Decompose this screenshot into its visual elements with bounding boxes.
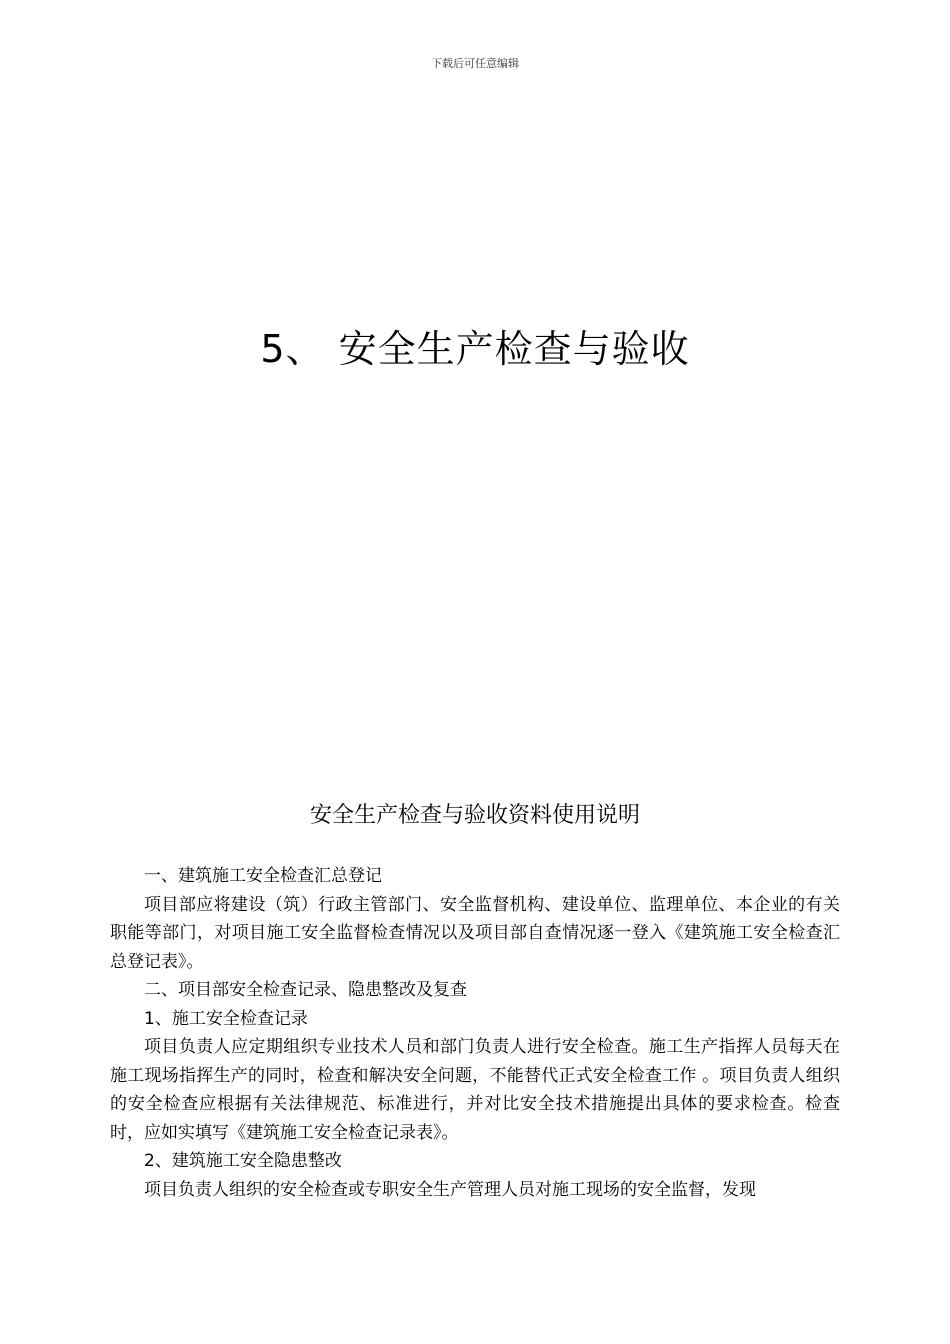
- chapter-title-text: 安全生产检查与验收: [338, 327, 690, 371]
- subheading-inspection-record: 1、施工安全检查记录: [144, 1008, 308, 1029]
- paragraph-summary-registration: 项目部应将建设（筑）行政主管部门、安全监督机构、建设单位、监理单位、本企业的有关职能等部门，对项目施工安全监督检查情况以及项目部自查情况逐一登入《建筑施工安全检查汇总登记表》。: [110, 894, 840, 972]
- subheading-hazard-rectification: 2、建筑施工安全隐患整改: [144, 1151, 342, 1171]
- paragraph-inspection-record: 项目负责人应定期组织专业技术人员和部门负责人进行安全检查。施工生产指挥人员每天在施工现场指挥生产的同时，检查和解决安全问题，不能替代正式安全检查工作 。项目负责人组织的安全检查应根据有关法律规范、标准进行，并对比安全技术措施提出具体的要求检查。检查时，应如实填写《建筑施工安全检查记录表》。: [110, 1037, 840, 1143]
- heading-summary-registration: 一、建筑施工安全检查汇总登记: [144, 866, 382, 886]
- paragraph-hazard-rectification: 项目负责人组织的安全检查或专职安全生产管理人员对施工现场的安全监督，发现: [144, 1179, 756, 1200]
- chapter-number: 5、: [260, 327, 325, 371]
- document-body: [110, 862, 840, 1204]
- page-header-note: 下载后可任意编辑: [431, 57, 519, 70]
- heading-inspection-rectification: 二、项目部安全检查记录、隐患整改及复查: [144, 980, 467, 1000]
- section-title: 安全生产检查与验收资料使用说明: [309, 803, 640, 828]
- chapter-title: [0, 318, 950, 373]
